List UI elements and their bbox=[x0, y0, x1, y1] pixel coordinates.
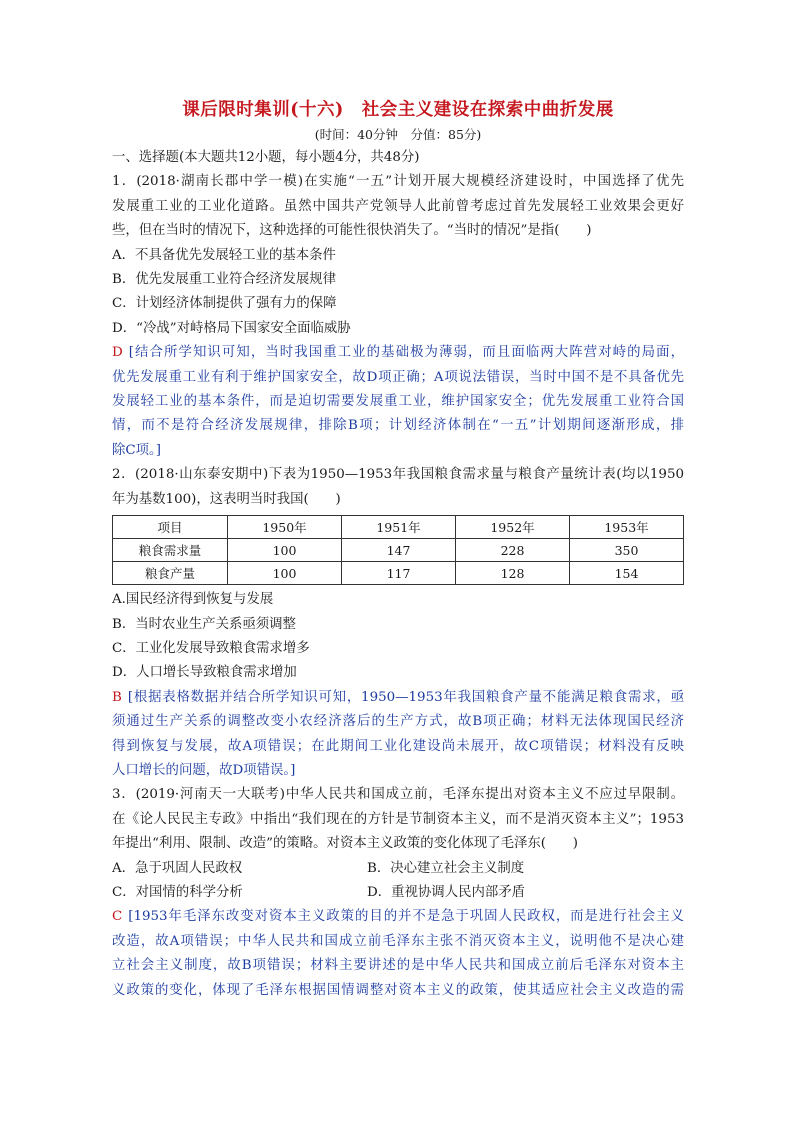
explanation-line: 除C项。] bbox=[112, 442, 161, 458]
table-cell: 粮食需求量 bbox=[113, 539, 228, 562]
option-a: A.国民经济得到恢复与发展 bbox=[112, 592, 274, 608]
explanation-line: 立社会主义制度，故B项错误；材料主要讲述的是中华人民共和国成立前后毛泽东对资本主 bbox=[112, 958, 684, 974]
section-heading: 一、选择题(本大题共12小题，每小题4分，共48分) bbox=[112, 150, 420, 165]
answer-letter: C bbox=[112, 909, 123, 925]
explanation-line: 人口增长的问题，故D项错误。] bbox=[112, 762, 296, 778]
title-series: 课后限时集训(十六) bbox=[182, 100, 344, 120]
grain-statistics-table bbox=[112, 515, 684, 585]
document-page bbox=[112, 98, 684, 1003]
table-header-cell: 1953年 bbox=[570, 516, 684, 539]
table-cell: 350 bbox=[570, 539, 684, 562]
time-score-info: (时间：40分钟 分值：85分) bbox=[314, 127, 482, 142]
explanation-line: 须通过生产关系的调整改变小农经济落后的生产方式，故B项正确；材料无法体现国民经济 bbox=[112, 714, 684, 730]
options-row bbox=[112, 857, 684, 881]
table-row bbox=[113, 539, 684, 562]
table-cell: 粮食产量 bbox=[113, 562, 228, 585]
table-cell: 228 bbox=[456, 539, 570, 562]
table-header-row bbox=[113, 516, 684, 539]
table-header-cell: 1950年 bbox=[228, 516, 342, 539]
question-stem-line: 1．(2018·湖南长郡中学一模)在实施“一五”计划开展大规模经济建设时，中国选择了优先 bbox=[112, 174, 684, 190]
question-stem-line: 在《论人民民主专政》中指出“我们现在的方针是节制资本主义，而不是消灭资本主义”；1953 bbox=[112, 811, 684, 827]
explanation-line: 改造，故A项错误；中华人民共和国成立前毛泽东主张不消灭资本主义，说明他不是决心建 bbox=[112, 933, 684, 949]
table-cell: 154 bbox=[570, 562, 684, 585]
title-topic: 社会主义建设在探索中曲折发展 bbox=[361, 100, 614, 120]
question-3 bbox=[112, 783, 684, 1003]
explanation-line: [结合所学知识可知，当时我国重工业的基础极为薄弱，而且面临两大阵营对峙的局面， bbox=[128, 345, 684, 361]
table-cell: 147 bbox=[342, 539, 456, 562]
option-a: A．急于巩固人民政权 bbox=[112, 860, 243, 876]
option-c: C．工业化发展导致粮食需求增多 bbox=[112, 640, 310, 656]
question-1 bbox=[112, 170, 684, 463]
option-b: B．决心建立社会主义制度 bbox=[367, 860, 525, 876]
explanation-line: 得到恢复与发展，故A项错误；在此期间工业化建设尚未展开，故C项错误；材料没有反映 bbox=[112, 738, 684, 754]
question-stem-line: 年为基数100)，这表明当时我国( ) bbox=[112, 491, 341, 507]
table-cell: 100 bbox=[228, 562, 342, 585]
explanation-line: 发展轻工业的基本条件，而是迫切需要发展重工业，维护国家安全；优先发展重工业符合国 bbox=[112, 394, 684, 410]
question-2 bbox=[112, 463, 684, 783]
options-row bbox=[112, 881, 684, 905]
table-header-cell: 1951年 bbox=[342, 516, 456, 539]
page-title bbox=[112, 98, 684, 122]
table-header-cell: 1952年 bbox=[456, 516, 570, 539]
explanation-line: 优先发展重工业有利于维护国家安全，故D项正确；A项说法错误，当时中国不是不具备优先 bbox=[112, 369, 684, 385]
option-d: D．重视协调人民内部矛盾 bbox=[367, 884, 526, 900]
question-stem-line: 发展重工业的工业化道路。虽然中国共产党领导人此前曾考虑过首先发展轻工业效果会更好 bbox=[112, 198, 684, 214]
option-b: B．优先发展重工业符合经济发展规律 bbox=[112, 272, 337, 288]
answer-explanation bbox=[112, 341, 684, 463]
option-a: A．不具备优先发展轻工业的基本条件 bbox=[112, 247, 336, 263]
explanation-line: 义政策的变化，体现了毛泽东根据国情调整对资本主义的政策，使其适应社会主义改造的需 bbox=[112, 982, 684, 998]
answer-letter: B bbox=[112, 689, 122, 705]
option-c: C．对国情的科学分析 bbox=[112, 884, 243, 900]
question-stem-line: 些，但在当时的情况下，这种选择的可能性很快消失了。“当时的情况”是指( ) bbox=[112, 223, 592, 239]
question-stem-line: 3．(2019·河南天一大联考)中华人民共和国成立前，毛泽东提出对资本主义不应过早限制。 bbox=[112, 787, 684, 803]
explanation-line: 情，而不是符合经济发展规律，排除B项；计划经济体制在“一五”计划期间逐渐形成，排 bbox=[112, 418, 684, 434]
option-d: D．“冷战”对峙格局下国家安全面临威胁 bbox=[112, 320, 351, 336]
table-row bbox=[113, 562, 684, 585]
option-c: C．计划经济体制提供了强有力的保障 bbox=[112, 296, 337, 312]
answer-explanation bbox=[112, 905, 684, 1003]
explanation-line: [1953年毛泽东改变对资本主义政策的目的并不是急于巩固人民政权，而是进行社会主义 bbox=[128, 909, 684, 925]
option-d: D．人口增长导致粮食需求增加 bbox=[112, 665, 297, 681]
table-cell: 117 bbox=[342, 562, 456, 585]
question-stem-line: 年提出“利用、限制、改造”的策略。对资本主义政策的变化体现了毛泽东( ) bbox=[112, 836, 579, 852]
answer-letter: D bbox=[112, 345, 123, 361]
option-b: B．当时农业生产关系亟须调整 bbox=[112, 616, 296, 632]
table-cell: 128 bbox=[456, 562, 570, 585]
explanation-line: [根据表格数据并结合所学知识可知，1950—1953年我国粮食产量不能满足粮食需求，亟 bbox=[127, 689, 684, 705]
question-stem-line: 2．(2018·山东泰安期中)下表为1950—1953年我国粮食需求量与粮食产量统计表(均以1950 bbox=[112, 467, 684, 483]
table-header-cell: 项目 bbox=[113, 516, 228, 539]
answer-explanation bbox=[112, 686, 684, 784]
table-cell: 100 bbox=[228, 539, 342, 562]
